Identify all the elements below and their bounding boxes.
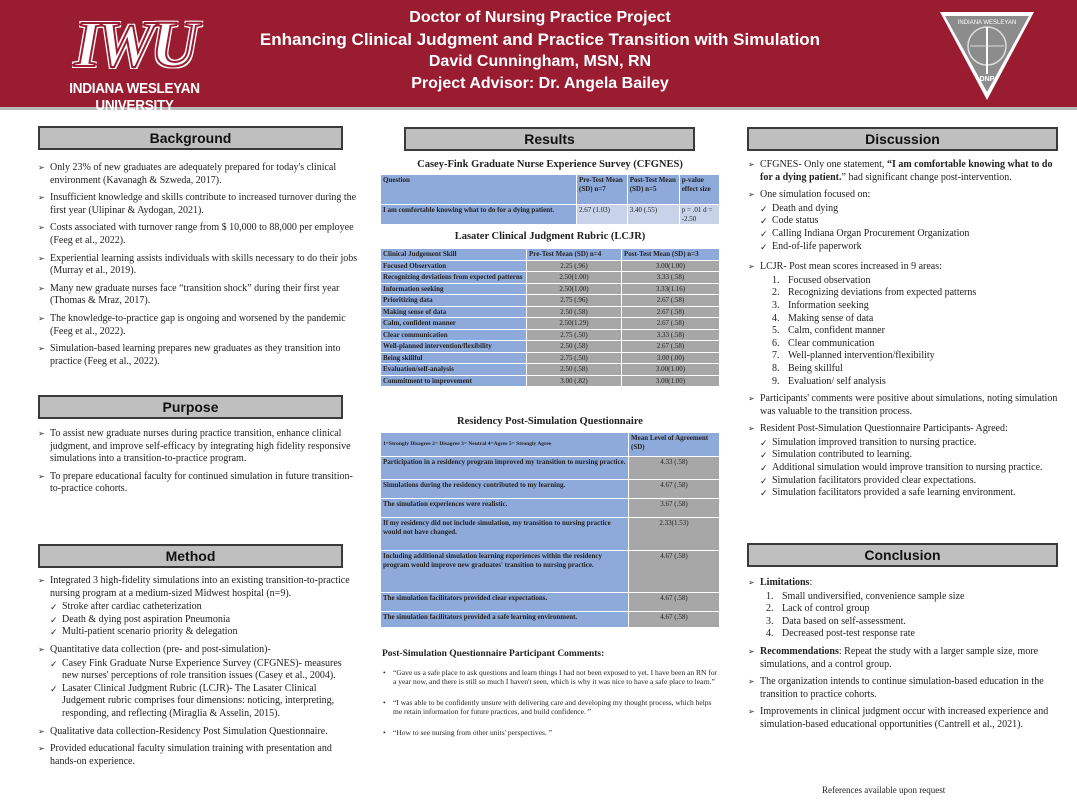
table-cell-skill: Commitment to improvement (381, 375, 527, 387)
discussion-item: ➢ CFGNES- Only one statement, “I am comfortable knowing what to do for a dying patient.” had significant change post-intervention. (748, 159, 1063, 184)
table-cell-value: 3.00(1.00) (621, 375, 719, 387)
background-item: ➢ Experiential learning assists individuals with skills necessary to do their jobs (Murray et al., 2019). (38, 253, 358, 278)
table-cell-statement: The simulation experiences were realistic. (381, 499, 629, 518)
table-row (381, 283, 720, 295)
discussion-item: ➢ Participants' comments were positive about simulations, noting simulation was valuable to the transition process. (748, 393, 1063, 418)
table-row (381, 260, 720, 272)
comments-title: Post-Simulation Questionnaire Participant Comments: (382, 649, 605, 659)
table-header: Post-Test Mean (SD) n=3 (621, 249, 719, 261)
table-cell-skill: Clear communication (381, 329, 527, 341)
table-cell-skill: Prioritizing data (381, 295, 527, 307)
table-row (381, 612, 720, 628)
table-header: Pre-Test Mean (SD) n=7 (577, 175, 628, 205)
table-cell-statement: Including additional simulation learning experiences within the residency program would improve new graduates' transition to nursing practice. (381, 551, 629, 593)
table-cell-statement: If my residency did not include simulation, my transition to nursing practice would not have changed. (381, 518, 629, 551)
table-cell-value: 2.50 (.58) (527, 364, 622, 376)
background-item: ➢ Insufficient knowledge and skills contribute to increased turnover during the first year (Ulipinar & Aydogan, 2021). (38, 192, 358, 217)
svg-text:INDIANA WESLEYAN: INDIANA WESLEYAN (957, 20, 1017, 26)
table-cell-value: 2.50 (.58) (527, 341, 622, 353)
residency-title: Residency Post-Simulation Questionnaire (457, 416, 643, 427)
comment-item: • “Gave us a safe place to ask questions and learn things I had not been exposed to yet. I have been an RN for a year now, and there is still so much I haven't seen, which is why it was nice to have a safe place to learn.” (382, 668, 722, 687)
table-header: 1=Strongly Disagree 2= Disagree 3= Neutral 4=Agree 5= Strongly Agree (381, 433, 629, 457)
table-row (381, 306, 720, 318)
table-header: p-value effect size (679, 175, 719, 205)
discussion-sub-item: ✓ Simulation facilitators provided a safe learning environment. (760, 487, 1063, 500)
residency-table (380, 432, 720, 628)
table-row (381, 352, 720, 364)
table-cell-value: 2.75 (.50) (527, 352, 622, 364)
discussion-sub-item: ✓ End-of-life paperwork (760, 241, 1063, 254)
table-header: Pre-Test Mean (SD) n=4 (527, 249, 622, 261)
table-cell-value: 3.00(1.00) (621, 364, 719, 376)
discussion-item: ➢ Resident Post-Simulation Questionnaire Participants- Agreed: ✓ Simulation improved transition to nursing practice. ✓ Simulation contributed to learning. ✓ Additional simulation would improve transition to nursing practice. ✓ Simulation facilitators provided clear expectations. ✓ Simulation facilitators provided a safe learning environment. (748, 423, 1063, 500)
method-section (38, 575, 358, 773)
table-cell-value: 2.25 (.96) (527, 260, 622, 272)
table-cell-value: 3.00 (.00) (621, 352, 719, 364)
purpose-section (38, 428, 358, 501)
method-item: ➢ Provided educational faculty simulation training with presentation and hands-on experience. (38, 743, 358, 768)
poster-title: Enhancing Clinical Judgment and Practice Transition with Simulation (259, 30, 821, 49)
table-row (381, 295, 720, 307)
references-note: References available upon request (822, 785, 946, 795)
method-sub-item: ✓ Death & dying post aspiration Pneumonia (50, 614, 358, 627)
discussion-sub-item: ✓ Simulation contributed to learning. (760, 449, 1063, 462)
discussion-sub-item: ✓ Code status (760, 215, 1063, 228)
table-cell-value: 2.33(1.53) (629, 518, 720, 551)
participant-comments (382, 650, 722, 748)
table-cell-statement: Simulations during the residency contributed to my learning. (381, 480, 629, 499)
background-item: ➢ Costs associated with turnover range from $ 10,000 to 88,000 per employee (Feeg et al., 2022). (38, 222, 358, 247)
comment-item: • “How to see nursing from other units' perspectives. ” (382, 728, 722, 738)
table-row (381, 499, 720, 518)
dnp-seal-logo (938, 10, 1036, 102)
logo-university-name: INDIANA WESLEYAN UNIVERSITY (69, 80, 200, 114)
conclusion-item: ➢ Limitations: 1. Small undiversified, convenience sample size 2. Lack of control group 3. Data based on self-assessment. 4. Decreased post-test response rate (748, 577, 1063, 641)
method-heading: Method (38, 544, 343, 568)
method-sub-item: ✓ Lasater Clinical Judgment Rubric (LCJR)- The Lasater Clinical Judgement rubric comprises four dimensions: noticing, interpreting, responding, and reflecting (Miraglia & Asselin, 2015). (50, 683, 358, 721)
table-cell-value: 4.33 (.58) (629, 457, 720, 480)
table-cell-value: 3.67 (.58) (629, 499, 720, 518)
table-row (381, 329, 720, 341)
table-cell-value: 2.50 (.58) (527, 306, 622, 318)
purpose-heading: Purpose (38, 395, 343, 419)
discussion-item: ➢ LCJR- Post mean scores increased in 9 areas: 1. Focused observation 2. Recognizing deviations from expected patterns 3. Information seeking 4. Making sense of data 5. Calm, confident manner 6. Clear communication 7. Well-planned intervention/flexibility 8. Being skillful 9. Evaluation/ self analysis (748, 261, 1063, 388)
table-cell-statement: The simulation facilitators provided clear expectations. (381, 593, 629, 612)
iwu-logo (32, 8, 237, 114)
table-cell-value: 3.00(1.00) (621, 260, 719, 272)
table-cell-skill: Evaluation/self-analysis (381, 364, 527, 376)
conclusion-section (748, 577, 1063, 737)
table-cell-skill: Well-planned intervention/flexibility (381, 341, 527, 353)
table-row (381, 364, 720, 376)
project-type: Doctor of Nursing Practice Project (409, 9, 671, 26)
table-cell-skill: Making sense of data (381, 306, 527, 318)
background-heading: Background (38, 126, 343, 150)
table-row: I am comfortable knowing what to do for a dying patient. 2.67 (1.03) 3.40 (.55) p = .01 d = -2.50 (381, 205, 720, 225)
conclusion-heading: Conclusion (747, 543, 1058, 567)
table-header: Post-Test Mean (SD) n=5 (627, 175, 679, 205)
conclusion-item: ➢ The organization intends to continue simulation-based education in the transition to practice cohorts. (748, 676, 1063, 701)
results-heading: Results (404, 127, 695, 151)
table-cell-value: 2.50(1.00) (527, 283, 622, 295)
discussion-sub-item: ✓ Calling Indiana Organ Procurement Organization (760, 228, 1063, 241)
poster-header (0, 0, 1077, 114)
conclusion-item: ➢ Improvements in clinical judgment occur with increased experience and simulation-based educational opportunities (Cantrell et al., 2021). (748, 706, 1063, 731)
discussion-section (748, 159, 1063, 505)
table-row (381, 593, 720, 612)
purpose-item: ➢ To prepare educational faculty for continued simulation in future transition-to-practice cohorts. (38, 471, 358, 496)
table-cell-statement: The simulation facilitators provided a safe learning environment. (381, 612, 629, 628)
table-header: Mean Level of Agreement (SD) (629, 433, 720, 457)
discussion-heading: Discussion (747, 127, 1058, 151)
table-cell-value: 4.67 (.58) (629, 612, 720, 628)
table-cell-value: 2.50(1.00) (527, 272, 622, 284)
conclusion-item: ➢ Recommendations: Repeat the study with a larger sample size, more simulations, and a control group. (748, 646, 1063, 671)
background-item: ➢ Only 23% of new graduates are adequately prepared for today's clinical environment (Kavanagh & Szweda, 2017). (38, 162, 358, 187)
table-cell-value: 2.67 (.58) (621, 306, 719, 318)
lcjr-title: Lasater Clinical Judgment Rubric (LCJR) (454, 231, 646, 242)
discussion-item: ➢ One simulation focused on: ✓ Death and dying ✓ Code status ✓ Calling Indiana Organ Procurement Organization ✓ End-of-life paperwork (748, 189, 1063, 253)
table-cell-value: 2.50(1.29) (527, 318, 622, 330)
method-sub-item: ✓ Multi-patient scenario priority & delegation (50, 626, 358, 639)
table-row (381, 457, 720, 480)
table-row (381, 551, 720, 593)
table-cell-value: 2.67 (.58) (621, 318, 719, 330)
method-sub-item: ✓ Casey Fink Graduate Nurse Experience Survey (CFGNES)- measures new nurses' perceptions of role transition issues (Casey et al., 2004). (50, 658, 358, 683)
table-row (381, 341, 720, 353)
poster-titles (240, 7, 840, 95)
table-cell-value: 4.67 (.58) (629, 593, 720, 612)
table-row (381, 518, 720, 551)
author: David Cunningham, MSN, RN (428, 53, 652, 70)
table-cell-value: 2.67 (.58) (621, 341, 719, 353)
table-cell-value: 3.33 (.58) (621, 272, 719, 284)
background-item: ➢ The knowledge-to-practice gap is ongoing and worsened by the pandemic (Feeg et al., 2022). (38, 313, 358, 338)
table-cell-statement: Participation in a residency program improved my transition to nursing practice. (381, 457, 629, 480)
table-cell-value: 2.75 (.96) (527, 295, 622, 307)
purpose-item: ➢ To assist new graduate nurses during practice transition, enhance clinical judgment, and improve self-efficacy by integrating high fidelity responsive simulations into a transition-to-practice program. (38, 428, 358, 466)
table-cell-skill: Being skillful (381, 352, 527, 364)
background-section (38, 162, 358, 373)
advisor: Project Advisor: Dr. Angela Bailey (411, 75, 669, 92)
table-cell-value: 2.67 (.58) (621, 295, 719, 307)
discussion-sub-item: ✓ Simulation improved transition to nursing practice. (760, 437, 1063, 450)
discussion-sub-item: ✓ Additional simulation would improve transition to nursing practice. (760, 462, 1063, 475)
lcjr-table (380, 248, 720, 387)
table-cell-value: 4.67 (.58) (629, 551, 720, 593)
background-item: ➢ Many new graduate nurses face “transition shock” during their first year (Thomas & Mraz, 2017). (38, 283, 358, 308)
discussion-sub-item: ✓ Death and dying (760, 203, 1063, 216)
table-header: Question (381, 175, 577, 205)
cfgnes-title: Casey-Fink Graduate Nurse Experience Survey (CFGNES) (417, 159, 683, 170)
table-cell-value: 2.75 (.50) (527, 329, 622, 341)
table-cell-value: 3.33(1.16) (621, 283, 719, 295)
table-row (381, 318, 720, 330)
svg-text:DNP: DNP (979, 76, 995, 83)
table-cell-value: 4.67 (.58) (629, 480, 720, 499)
method-sub-item: ✓ Stroke after cardiac catheterization (50, 601, 358, 614)
logo-mark: IWU (74, 8, 195, 81)
table-cell-skill: Calm, confident manner (381, 318, 527, 330)
table-cell-value: 3.33 (.58) (621, 329, 719, 341)
method-item: ➢ Integrated 3 high-fidelity simulations into an existing transition-to-practice nursing program at a medium-sized Midwest hospital (n=9). ✓ Stroke after cardiac catheterization ✓ Death & dying post aspiration Pneumonia ✓ Multi-patient scenario priority & delegation (38, 575, 358, 639)
method-item: ➢ Quantitative data collection (pre- and post-simulation)- ✓ Casey Fink Graduate Nurse Experience Survey (CFGNES)- measures new nurses' perceptions of role transition issues (Casey et al., 2004). ✓ Lasater Clinical Judgment Rubric (LCJR)- The Lasater Clinical Judgement rubric comprises four dimensions: noticing, interpreting, responding, and reflecting (Miraglia & Asselin, 2015). (38, 644, 358, 721)
background-item: ➢ Simulation-based learning prepares new graduates as they transition into practice (Feeg et al., 2022). (38, 343, 358, 368)
table-row (381, 480, 720, 499)
discussion-sub-item: ✓ Simulation facilitators provided clear expectations. (760, 475, 1063, 488)
method-item: ➢ Qualitative data collection-Residency Post Simulation Questionnaire. (38, 726, 358, 739)
cfgnes-table (380, 174, 720, 225)
table-row (381, 375, 720, 387)
table-cell-skill: Focused Observation (381, 260, 527, 272)
table-header: Clinical Judgement Skill (381, 249, 527, 261)
table-cell-value: 3.00 (.82) (527, 375, 622, 387)
table-cell-skill: Information seeking (381, 283, 527, 295)
table-cell-skill: Recognizing deviations from expected patterns (381, 272, 527, 284)
table-row (381, 272, 720, 284)
comment-item: • “I was able to be confidently unsure with delivering care and developing my thought process, which helps me retain information for future practices, and build confidence. ” (382, 698, 722, 717)
